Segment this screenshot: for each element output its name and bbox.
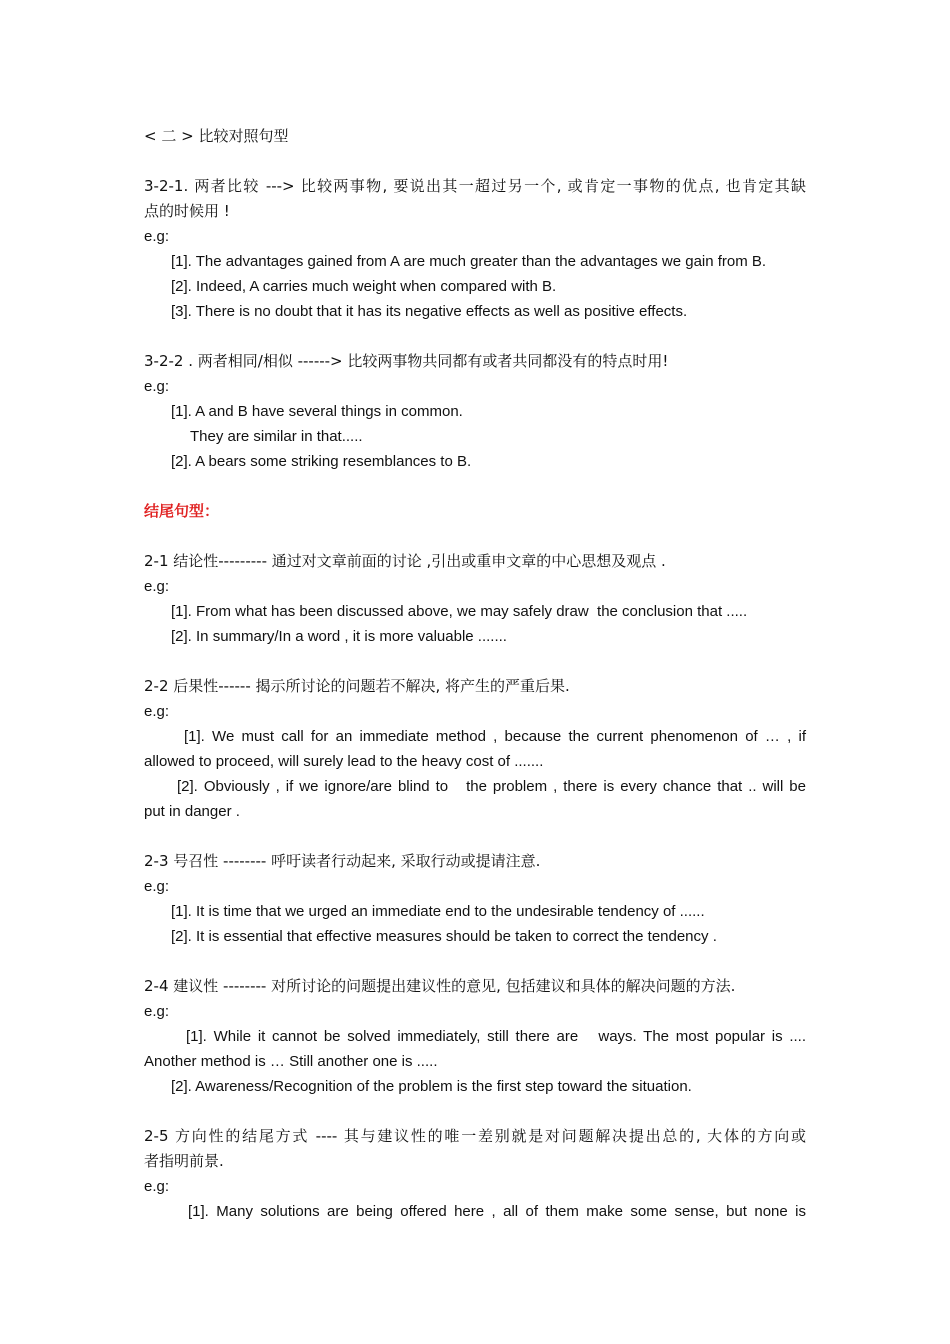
section-heading: 3-2-1. 两者比较 ---> 比较两事物, 要说出其一超过另一个, 或肯定一事物的优点, 也肯定其缺 (144, 177, 806, 195)
spacer (144, 474, 806, 499)
example-sentence: [2]. Awareness/Recognition of the problem is the first step toward the situation. (171, 1078, 692, 1095)
eg-label: e.g: (144, 228, 170, 245)
eg-label: e.g: (144, 1178, 170, 1195)
spacer (144, 149, 806, 174)
section-3-2-1 (144, 174, 806, 324)
eg-label: e.g: (144, 378, 170, 395)
section-3-2-2 (144, 349, 806, 474)
section-heading: 2-2 后果性------ 揭示所讨论的问题若不解决, 将产生的严重后果. (144, 677, 570, 695)
section-heading: 3-2-2 . 两者相同/相似 ------> 比较两事物共同都有或者共同都没有的特点时用! (144, 352, 669, 370)
example-sentence: [1]. A and B have several things in common. (171, 403, 463, 420)
example-sentence: [1]. The advantages gained from A are much greater than the advantages we gain from B. (171, 253, 767, 270)
example-sentence: [2]. Indeed, A carries much weight when compared with B. (171, 278, 557, 295)
example-sentence: [1]. From what has been discussed above, we may safely draw the conclusion that ..... (171, 603, 748, 620)
section-2-4 (144, 974, 806, 1099)
eg-label: e.g: (144, 578, 170, 595)
section-heading: 2-3 号召性 -------- 呼吁读者行动起来, 采取行动或提请注意. (144, 852, 541, 870)
spacer (144, 824, 806, 849)
section-heading-continued: 者指明前景. (144, 1152, 224, 1170)
example-sentence-continued: put in danger . (144, 803, 240, 820)
example-sentence-continued: allowed to proceed, will surely lead to the heavy cost of ....... (144, 753, 544, 770)
example-sentence: [1]. We must call for an immediate method , because the current phenomenon of … , if (184, 728, 806, 745)
section-2-2 (144, 674, 806, 824)
example-sentence: [3]. There is no doubt that it has its negative effects as well as positive effects. (171, 303, 688, 320)
section-heading-continued: 点的时候用 ! (144, 202, 230, 220)
eg-label: e.g: (144, 703, 170, 720)
ending-patterns-heading: 结尾句型： (144, 502, 220, 520)
eg-label: e.g: (144, 1003, 170, 1020)
spacer (144, 524, 806, 549)
spacer (144, 324, 806, 349)
example-sentence: [1]. Many solutions are being offered here , all of them make some sense, but none is (188, 1203, 806, 1220)
spacer (144, 949, 806, 974)
example-sentence: [2]. In summary/In a word , it is more valuable ....... (171, 628, 507, 645)
section-2-1 (144, 549, 806, 649)
example-sentence: [1]. It is time that we urged an immediate end to the undesirable tendency of ...... (171, 903, 705, 920)
section-heading: 2-5 方向性的结尾方式 ---- 其与建议性的唯一差别就是对问题解决提出总的, 大体的方向或 (144, 1127, 806, 1145)
eg-label: e.g: (144, 878, 170, 895)
spacer (144, 1099, 806, 1124)
section-heading: 2-4 建议性 -------- 对所讨论的问题提出建议性的意见, 包括建议和具体的解决问题的方法. (144, 977, 736, 995)
example-sentence: [2]. A bears some striking resemblances to B. (171, 453, 472, 470)
section-heading: 2-1 结论性--------- 通过对文章前面的讨论 ,引出或重申文章的中心思想及观点 . (144, 552, 666, 570)
example-sentence-continued: Another method is … Still another one is ..... (144, 1053, 438, 1070)
document-page (144, 124, 806, 1224)
section-2-3 (144, 849, 806, 949)
spacer (144, 649, 806, 674)
example-sentence: [2]. It is essential that effective measures should be taken to correct the tendency . (171, 928, 717, 945)
example-sentence: They are similar in that..... (190, 428, 363, 445)
example-sentence: [2]. Obviously , if we ignore/are blind to the problem , there is every chance that .. will be (177, 778, 806, 795)
section-title: < 二 > 比较对照句型 (144, 127, 289, 145)
section-2-5 (144, 1124, 806, 1224)
example-sentence: [1]. While it cannot be solved immediately, still there are ways. The most popular is .... (186, 1028, 806, 1045)
